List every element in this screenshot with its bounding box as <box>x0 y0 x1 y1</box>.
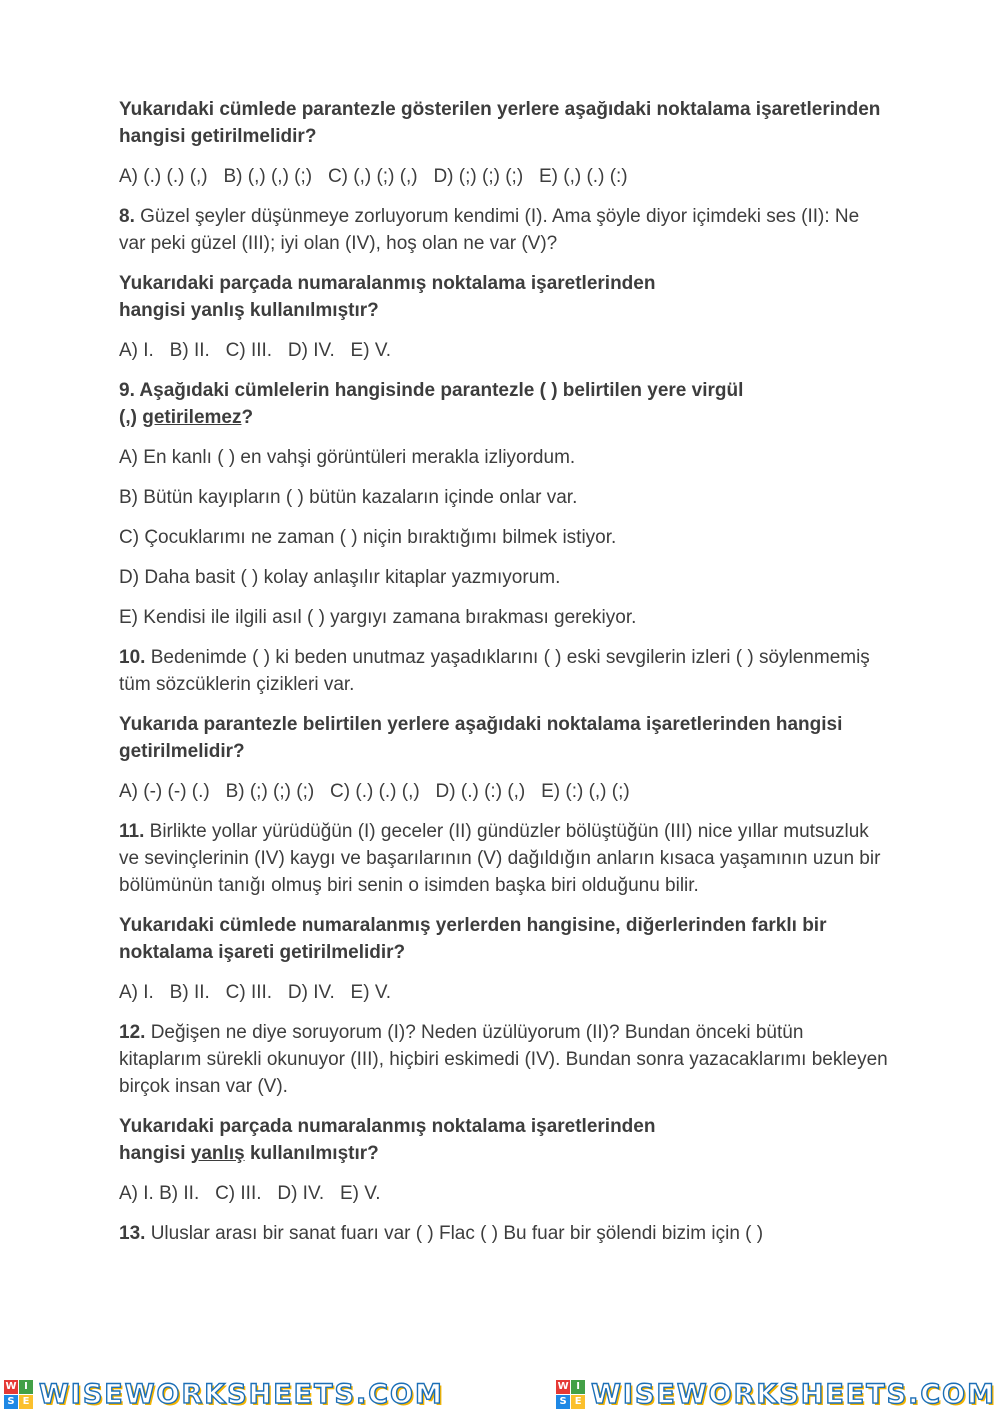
q9-prompt <box>119 377 889 431</box>
logo-cell: E <box>19 1395 33 1409</box>
q12-prompt-start: hangisi <box>119 1143 191 1164</box>
q8-prompt <box>119 270 889 324</box>
q9-option-d: D) Daha basit ( ) kolay anlaşılır kitaplar yazmıyorum. <box>119 567 561 588</box>
q13-number: 13. <box>119 1223 146 1244</box>
wiseworksheets-logo-icon <box>4 1380 33 1409</box>
q10-options: A) (-) (-) (.) B) (;) (;) (;) C) (.) (.) (,) D) (.) (:) (,) E) (:) (,) (;) <box>119 781 630 802</box>
q9-prompt-main: 9. Aşağıdaki cümlelerin hangisinde parantezle ( ) belirtilen yere virgül <box>119 380 744 401</box>
q12-number: 12. <box>119 1022 146 1043</box>
q9-underlined-word: getirilemez <box>142 407 242 428</box>
wiseworksheets-logo-icon <box>556 1380 585 1409</box>
logo-cell: W <box>557 1381 569 1392</box>
q7-options: A) (.) (.) (,) B) (,) (,) (;) C) (,) (;) (,) D) (;) (;) (;) E) (,) (.) (:) <box>119 166 628 187</box>
q10-body: Bedenimde ( ) ki beden unutmaz yaşadıklarını ( ) eski sevgilerin izleri ( ) söylenmemiş tüm sözcüklerin çizikleri var. <box>119 647 870 695</box>
q13-body: Uluslar arası bir sanat fuarı var ( ) Flac ( ) Bu fuar bir şölendi bizim için ( ) <box>145 1223 764 1244</box>
q12-prompt-end: kullanılmıştır? <box>244 1143 379 1164</box>
footer-site-text: WISEWORKSHEETS.COM <box>39 1378 444 1410</box>
q9-prompt-start: (,) <box>119 407 143 428</box>
footer-site-text: WISEWORKSHEETS.COM <box>591 1378 996 1410</box>
q8-prompt-line1: Yukarıdaki parçada numaralanmış noktalama işaretlerinden <box>119 273 656 294</box>
q13-text <box>119 1220 889 1247</box>
q11-text <box>119 818 889 899</box>
q7-prompt: Yukarıdaki cümlede parantezle gösterilen yerlere aşağıdaki noktalama işaretlerinden hangisi getirilmelidir? <box>119 99 881 147</box>
logo-cell: I <box>571 1380 585 1394</box>
q9-option-b: B) Bütün kayıpların ( ) bütün kazaların içinde onlar var. <box>119 487 578 508</box>
logo-cell: S <box>4 1395 18 1409</box>
q12-body: Değişen ne diye soruyorum (I)? Neden üzülüyorum (II)? Bundan önceki bütün kitaplarım sürekli okunuyor (III), hiçbiri eskimedi (IV). Bundan sonra yazacaklarımı bekleyen birçok insan var (V). <box>119 1022 888 1097</box>
footer-watermark <box>0 1378 1000 1410</box>
q10-prompt: Yukarıda parantezle belirtilen yerlere aşağıdaki noktalama işaretlerinden hangisi getirilmelidir? <box>119 714 843 762</box>
q9-option-a: A) En kanlı ( ) en vahşi görüntüleri merakla izliyordum. <box>119 447 576 468</box>
q11-options: A) I. B) II. C) III. D) IV. E) V. <box>119 982 392 1003</box>
q11-prompt: Yukarıdaki cümlede numaralanmış yerlerden hangisine, diğerlerinden farklı bir noktalama işareti getirilmelidir? <box>119 915 827 963</box>
footer-brand-left <box>4 1379 444 1410</box>
q9-option-e: E) Kendisi ile ilgili asıl ( ) yargıyı zamana bırakması gerekiyor. <box>119 607 637 628</box>
q8-prompt-line2: hangisi yanlış kullanılmıştır? <box>119 300 379 321</box>
q9-option-c: C) Çocuklarımı ne zaman ( ) niçin bıraktığımı bilmek istiyor. <box>119 527 617 548</box>
q8-options: A) I. B) II. C) III. D) IV. E) V. <box>119 340 392 361</box>
q8-text <box>119 203 889 257</box>
q12-options: A) I. B) II. C) III. D) IV. E) V. <box>119 1183 381 1204</box>
q12-text <box>119 1019 889 1100</box>
q8-number: 8. <box>119 206 135 227</box>
q12-prompt-line1: Yukarıdaki parçada numaralanmış noktalama işaretlerinden <box>119 1116 656 1137</box>
worksheet-content <box>119 96 889 1260</box>
q9-prompt-end: ? <box>241 407 254 428</box>
q11-body: Birlikte yollar yürüdüğün (I) geceler (II) gündüzler bölüştüğün (III) nice yıllar mutsuzluk ve sevinçlerinin (IV) kaygı ve başarılarının (V) dağıldığın anların kısaca yaşamının uzun bir bölümünün tanığı olmuş biri senin o isimden başka biri olduğunu bilir. <box>119 821 881 896</box>
logo-cell: S <box>556 1395 570 1409</box>
q8-body: Güzel şeyler düşünmeye zorluyorum kendimi (I). Ama şöyle diyor içimdeki ses (II): Ne var peki güzel (III); iyi olan (IV), hoş olan ne var (V)? <box>119 206 860 254</box>
footer-brand-right <box>556 1379 996 1410</box>
logo-cell: E <box>571 1395 585 1409</box>
q12-prompt <box>119 1113 889 1167</box>
logo-cell: I <box>19 1380 33 1394</box>
q10-text <box>119 644 889 698</box>
q12-underlined-word: yanlış <box>190 1143 245 1164</box>
q10-number: 10. <box>119 647 146 668</box>
logo-cell: W <box>5 1381 17 1392</box>
q11-number: 11. <box>119 821 145 842</box>
